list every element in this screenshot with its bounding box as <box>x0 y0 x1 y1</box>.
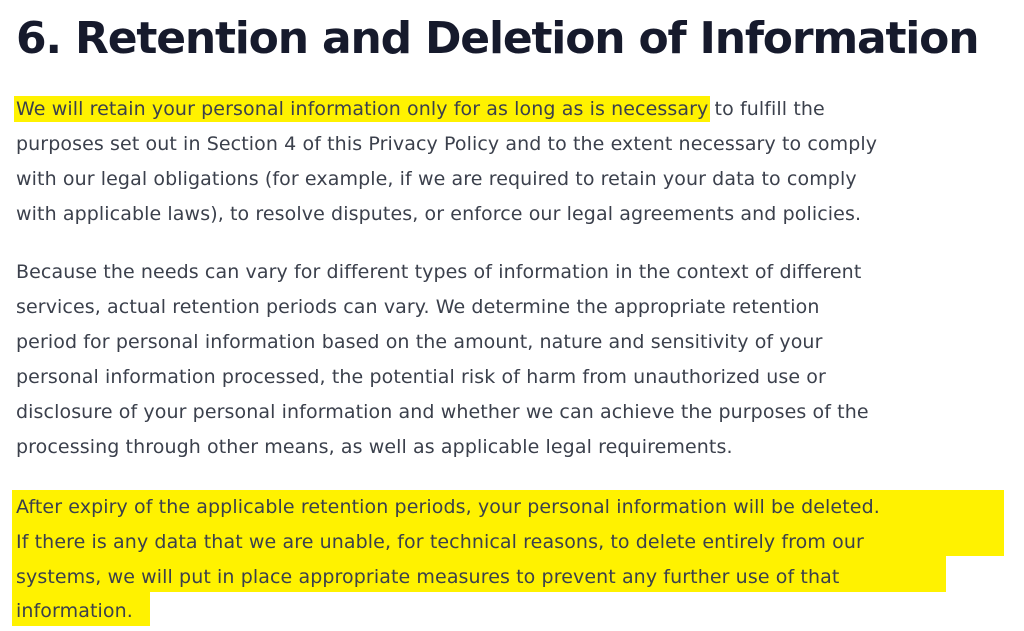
paragraph-line <box>16 96 825 122</box>
line-text: to fulfill the <box>708 98 825 120</box>
paragraph-line: period for personal information based on the amount, nature and sensitivity of your <box>16 331 823 353</box>
paragraph-line: disclosure of your personal information and whether we can achieve the purposes of the <box>16 401 869 423</box>
paragraph-line: with our legal obligations (for example, if we are required to retain your data to comply <box>16 168 857 190</box>
section-heading: 6. Retention and Deletion of Information <box>16 13 979 64</box>
paragraph-line: purposes set out in Section 4 of this Privacy Policy and to the extent necessary to comply <box>16 133 878 155</box>
paragraph-line: If there is any data that we are unable, for technical reasons, to delete entirely from our <box>16 531 864 553</box>
paragraph-line: services, actual retention periods can vary. We determine the appropriate retention <box>16 296 820 318</box>
paragraph-line: personal information processed, the potential risk of harm from unauthorized use or <box>16 366 826 388</box>
paragraph-line: After expiry of the applicable retention periods, your personal information will be deleted. <box>16 496 880 518</box>
paragraph-line: systems, we will put in place appropriate measures to prevent any further use of that <box>16 566 840 588</box>
highlighted-text: We will retain your personal information only for as long as is necessary <box>16 98 709 120</box>
paragraph-line: processing through other means, as well as applicable legal requirements. <box>16 436 733 458</box>
paragraph-line: Because the needs can vary for different types of information in the context of different <box>16 261 862 283</box>
paragraph-line: with applicable laws), to resolve disputes, or enforce our legal agreements and policies. <box>16 203 862 225</box>
paragraph-line: information. <box>16 600 133 622</box>
